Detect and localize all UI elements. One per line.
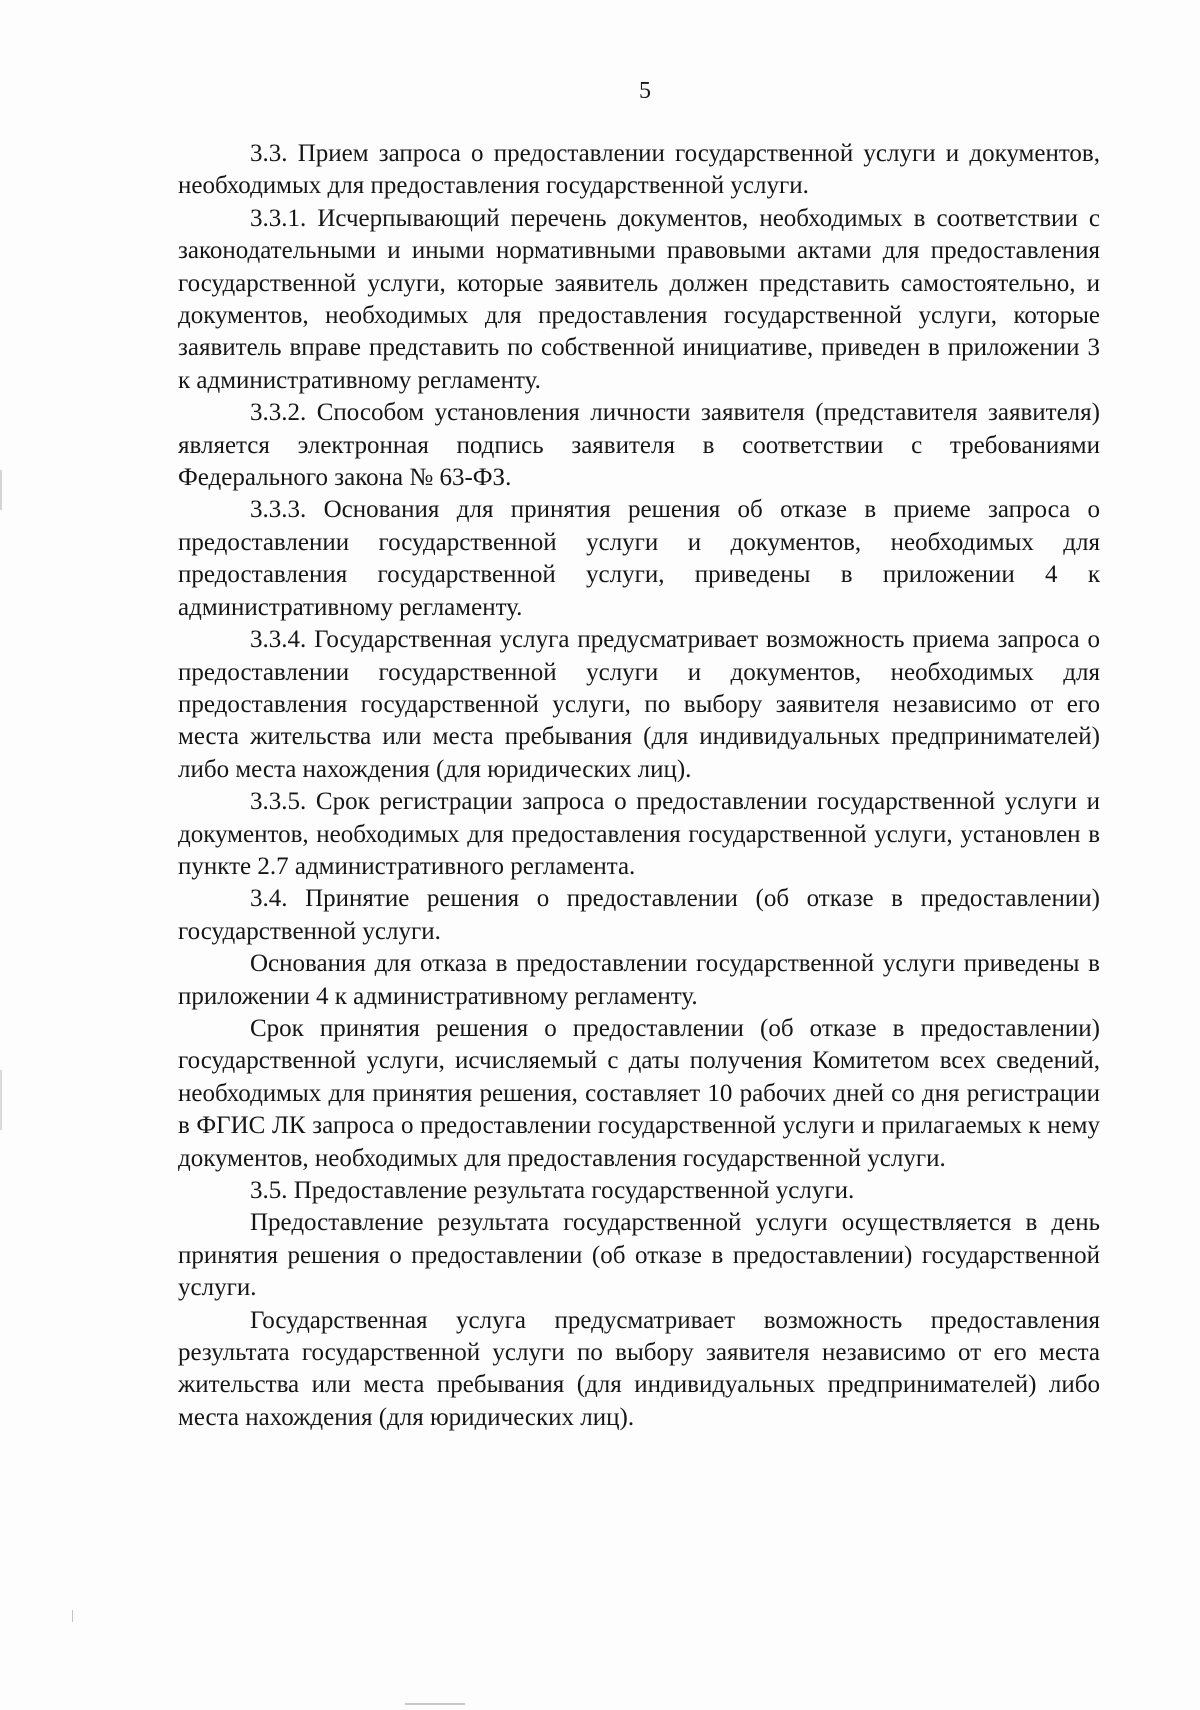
scan-artifact <box>72 1610 73 1622</box>
document-body <box>178 138 1100 1434</box>
paragraph-3-3-4: 3.3.4. Государственная услуга предусматривает возможность приема запроса о предоставлении государственной услуги и документов, необходимых для предоставления государственной услуги, по выбору заявителя независимо от его места жительства или места пребывания (для индивидуальных предпринимателей) либо места нахождения (для юридических лиц). <box>178 626 1100 783</box>
scan-artifact <box>0 1070 2 1130</box>
paragraph-refusal-grounds: Основания для отказа в предоставлении государственной услуги приведены в приложении 4 к административному регламенту. <box>178 950 1100 1010</box>
paragraph-3-3-5: 3.3.5. Срок регистрации запроса о предоставлении государственной услуги и документов, необходимых для предоставления государственной услуги, установлен в пункте 2.7 административного регламента. <box>178 788 1100 880</box>
paragraph-3-5: 3.5. Предоставление результата государственной услуги. <box>250 1177 855 1204</box>
page-number: 5 <box>639 78 651 104</box>
paragraph-3-3-3: 3.3.3. Основания для принятия решения об отказе в приеме запроса о предоставлении государственной услуги и документов, необходимых для предоставления государственной услуги, приведены в приложении 4 к административному регламенту. <box>178 496 1100 621</box>
paragraph-result-delivery: Предоставление результата государственной услуги осуществляется в день принятия решения о предоставлении (об отказе в предоставлении) государственной услуги. <box>178 1209 1100 1302</box>
paragraph-3-4: 3.4. Принятие решения о предоставлении (об отказе в предоставлении) государственной услуги. <box>178 885 1100 945</box>
paragraph-3-3-1: 3.3.1. Исчерпывающий перечень документов, необходимых в соответствии с законодательными и иными нормативными правовыми актами для предоставления государственной услуги, которые заявитель должен представить самостоятельно, и документов, необходимых для предоставления государственной услуги, которые заявитель вправе представить по собственной инициативе, приведен в приложении 3 к административному регламенту. <box>178 204 1100 394</box>
paragraph-result-choice: Государственная услуга предусматривает возможность предоставления результата государственной услуги по выбору заявителя независимо от его места жительства или места пребывания (для индивидуальных предпринимателей) либо места нахождения (для юридических лиц). <box>178 1306 1100 1431</box>
scan-artifact <box>0 470 2 510</box>
paragraph-3-3: 3.3. Прием запроса о предоставлении государственной услуги и документов, необходимых для предоставления государственной услуги. <box>178 140 1100 200</box>
paragraph-decision-term: Срок принятия решения о предоставлении (об отказе в предоставлении) государственной услуги, исчисляемый с даты получения Комитетом всех сведений, необходимых для принятия решения, составляет 10 рабочих дней со дня регистрации в ФГИС ЛК запроса о предоставлении государственной услуги и прилагаемых к нему документов, необходимых для предоставления государственной услуги. <box>178 1014 1100 1172</box>
paragraph-3-3-2: 3.3.2. Способом установления личности заявителя (представителя заявителя) является электронная подпись заявителя в соответствии с требованиями Федерального закона № 63-ФЗ. <box>178 399 1100 492</box>
scan-artifact <box>405 1703 465 1705</box>
